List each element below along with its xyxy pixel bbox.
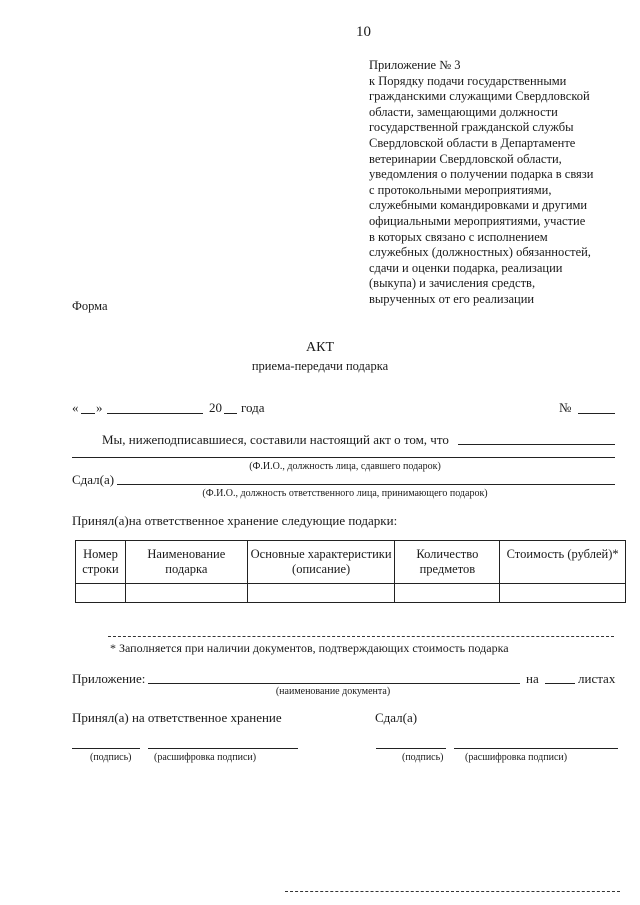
table-cell[interactable] [76,584,126,603]
table-header-row [76,541,626,584]
receiver-fullname-field[interactable] [117,484,615,485]
signature-right-label: Сдал(а) [375,710,418,725]
table-cell[interactable] [395,584,500,603]
table-cell[interactable] [500,584,626,603]
page-number: 10 [356,24,371,40]
caption-receiver: (Ф.И.О., должность ответственного лица, принимающего подарок) [202,488,488,499]
date-day-field[interactable] [81,413,95,414]
appendix-header [369,58,629,308]
attachment-on: на [526,671,539,686]
appendix-line: вырученных от его реализации [369,291,535,306]
appendix-line: (выкупа) и зачисления средств, [369,276,536,291]
table-cell[interactable] [247,584,395,603]
giver-fullname-field[interactable] [72,457,615,458]
caption-right-decode: (расшифровка подписи) [465,752,568,763]
date-year-field[interactable] [224,413,237,414]
appendix-line: Приложение № 3 [369,58,461,72]
attachment-sheets-label: листах [578,671,616,686]
number-label: № [559,400,572,415]
appendix-line: уведомления о получении подарка в связи [369,167,594,182]
document-title: АКТ [306,340,334,355]
appendix-line: официальными мероприятиями, участие [369,213,586,228]
left-signature-field[interactable] [72,748,140,749]
table-row [76,584,626,603]
right-decode-field[interactable] [454,748,618,749]
date-month-field[interactable] [107,413,203,414]
appendix-line: сдачи и оценки подарка, реализации [369,260,563,275]
date-quote-open: « [72,400,79,415]
appendix-line: государственной гражданской службы [369,120,574,135]
header-characteristics: Основные характеристики (описание) [247,541,395,584]
appendix-line: в которых связано с исполнением [369,229,548,244]
table-cell[interactable] [125,584,247,603]
appendix-line: с протокольными мероприятиями, [369,182,552,197]
attachment-name-field[interactable] [148,683,520,684]
header-gift-name: Наименование подарка [125,541,247,584]
appendix-line: служебными командировками и другими [369,198,588,213]
caption-attachment: (наименование документа) [275,686,391,697]
footnote-separator [108,636,614,637]
appendix-line: служебных (должностных) обязанностей, [369,245,591,260]
date-year-suffix: года [241,400,265,415]
header-quantity: Количество предметов [395,541,500,584]
attachment-sheets-field[interactable] [545,683,575,684]
handed-label: Сдал(а) [72,472,115,487]
footnote-text: * Заполняется при наличии документов, подтверждающих стоимость подарка [110,641,509,655]
caption-giver: (Ф.И.О., должность лица, сдавшего подарок) [249,461,441,472]
form-label: Форма [72,299,108,313]
caption-left-decode: (расшифровка подписи) [154,752,257,763]
appendix-line: области, замещающими должности [369,104,558,119]
appendix-line: ветеринарии Свердловской области, [369,151,562,166]
caption-left-signature: (подпись) [90,752,132,763]
signature-left-label: Принял(а) на ответственное хранение [72,710,282,725]
accepted-text: Принял(а)на ответственное хранение следующие подарки: [72,513,398,528]
date-year-prefix: 20 [209,400,222,415]
attachment-label: Приложение: [72,671,146,686]
appendix-line: Свердловской области в Департаменте [369,135,576,150]
bottom-dashed-line [285,891,620,892]
document-number-field[interactable] [578,413,615,414]
appendix-line: гражданскими служащими Свердловской [369,89,590,104]
document-subtitle: приема-передачи подарка [251,359,389,373]
date-quote-close: » [96,400,103,415]
intro-fill-field[interactable] [458,444,615,445]
right-signature-field[interactable] [376,748,446,749]
left-decode-field[interactable] [148,748,298,749]
appendix-line: к Порядку подачи государственными [369,73,567,88]
header-row-number: Номер строки [76,541,126,584]
intro-text: Мы, нижеподписавшиеся, составили настоящий акт о том, что [102,432,449,447]
caption-right-signature: (подпись) [402,752,444,763]
gifts-table [75,540,626,603]
header-cost: Стоимость (рублей)* [500,541,626,584]
